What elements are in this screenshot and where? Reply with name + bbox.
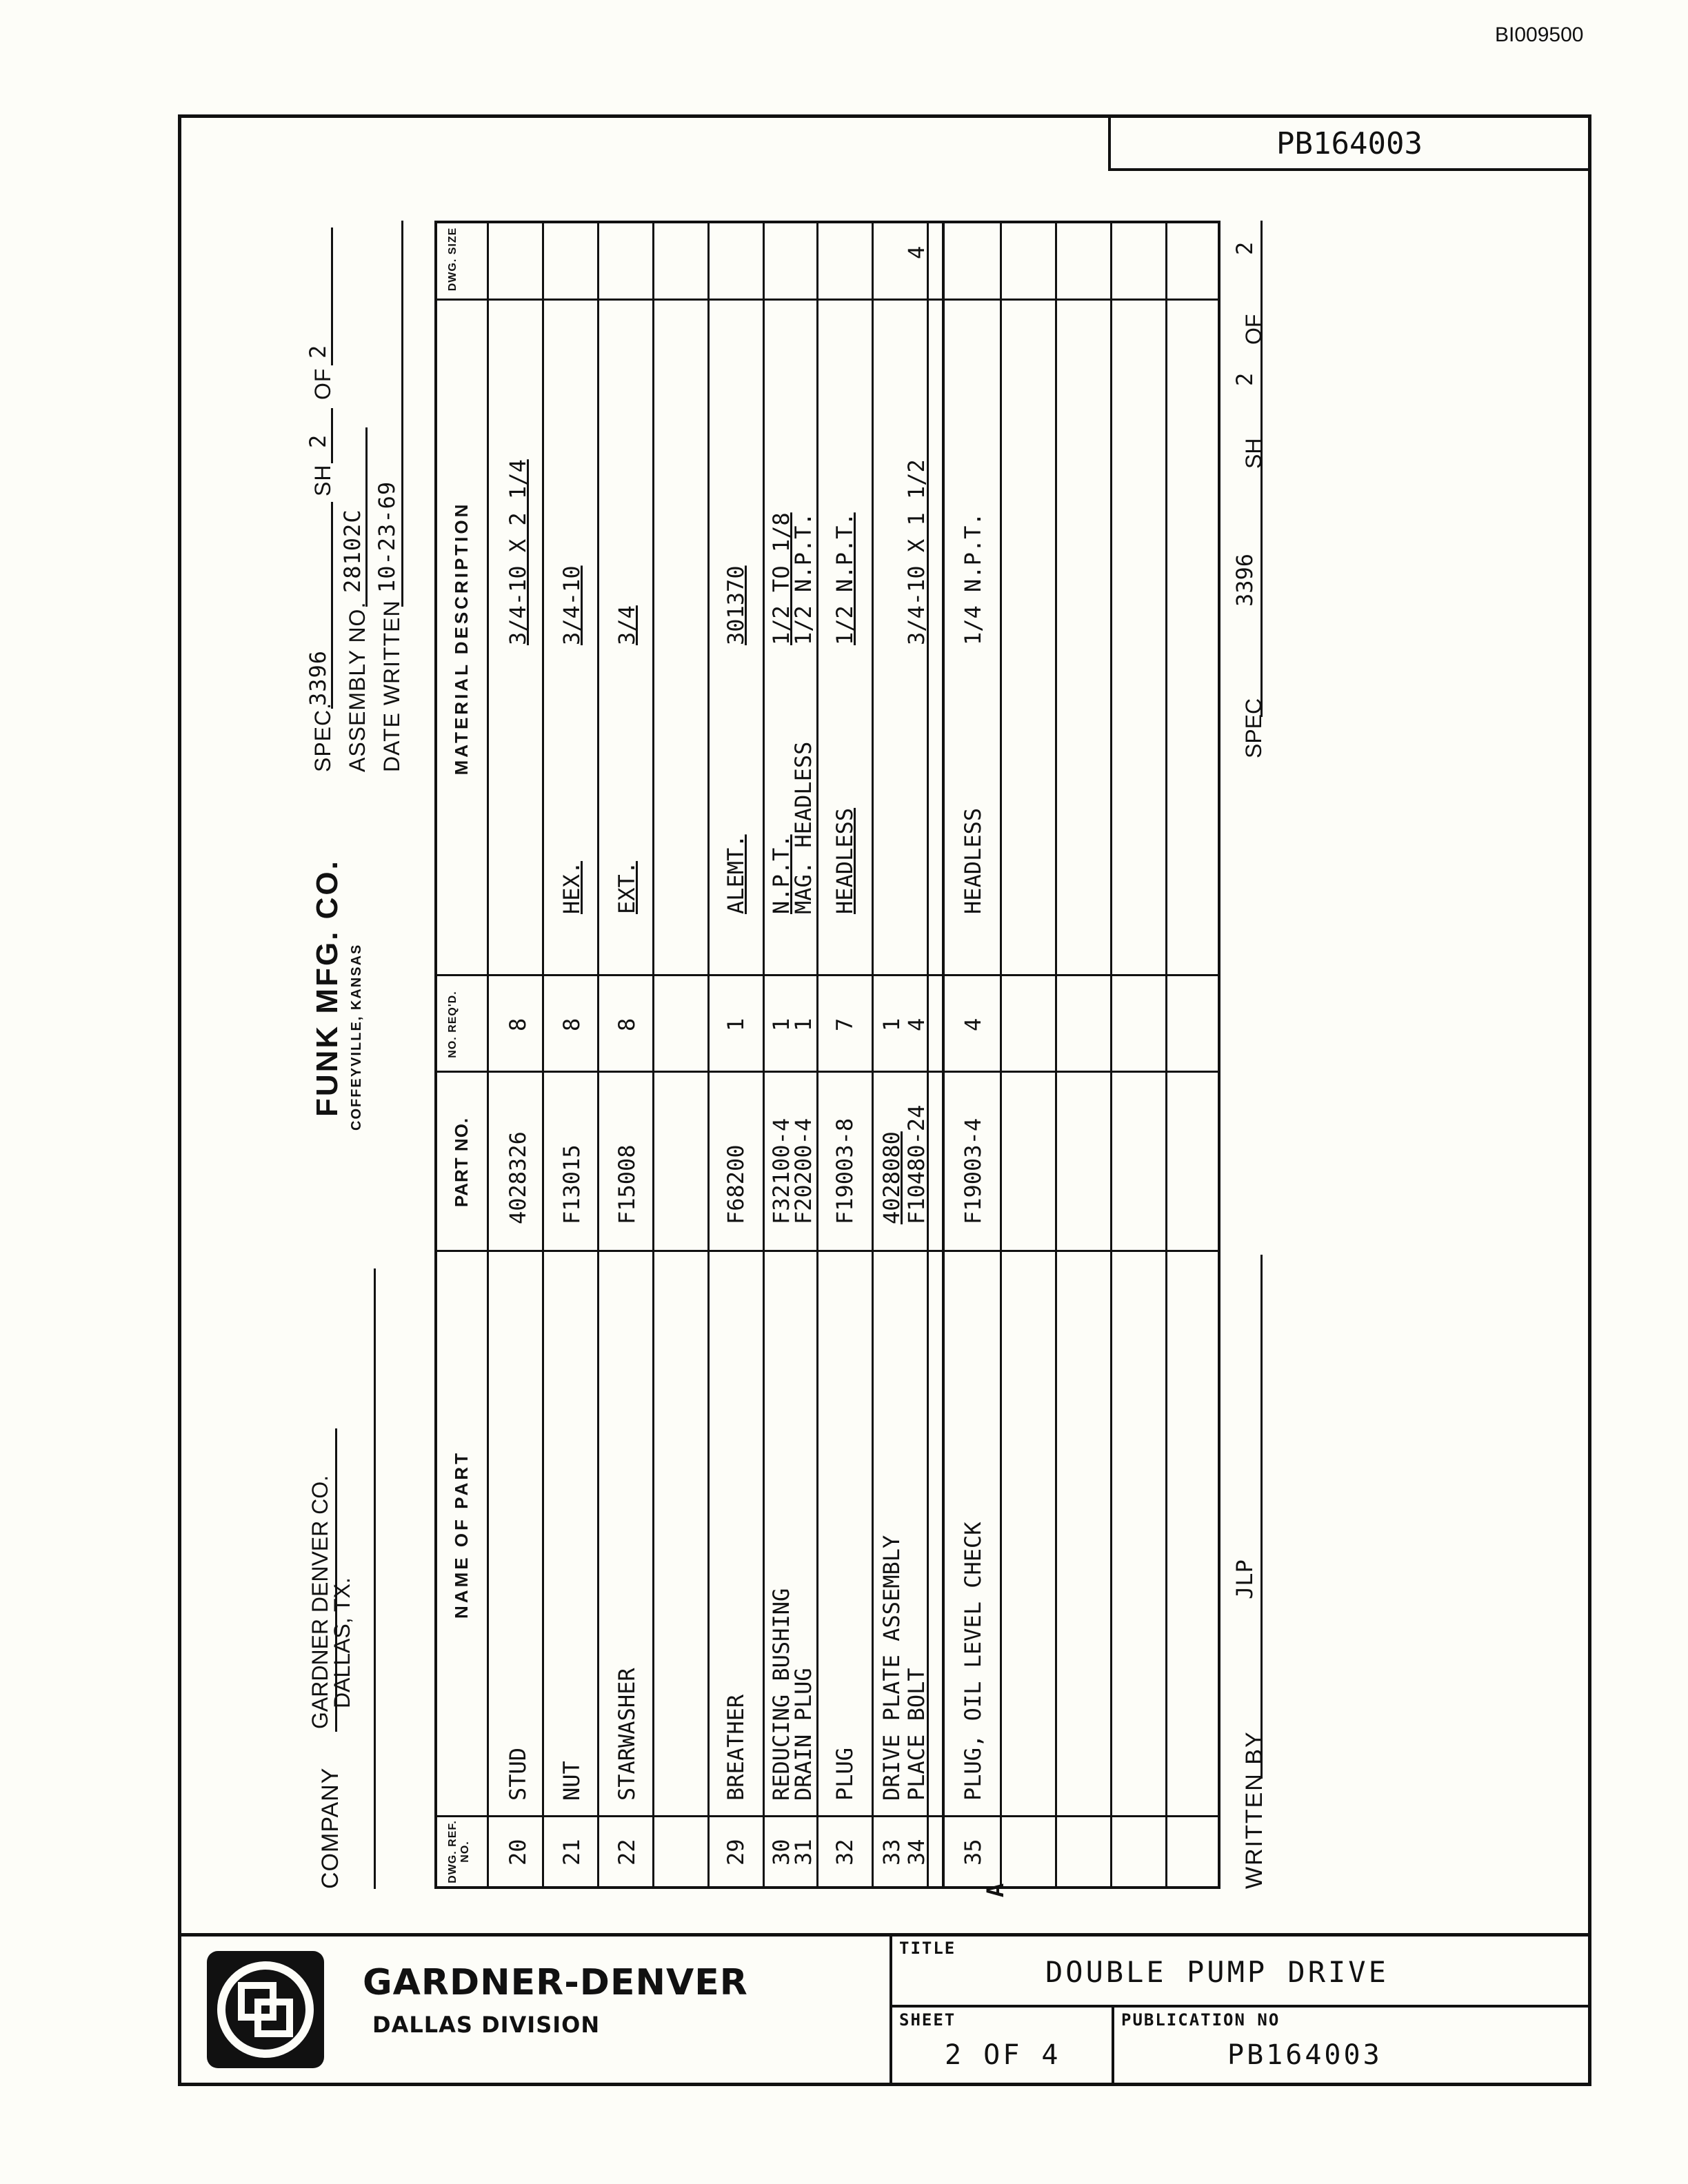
row-part: 4028326 bbox=[505, 1131, 531, 1224]
row-part: F19003-4 bbox=[960, 1118, 986, 1224]
row-mat1: HEADLESS bbox=[832, 807, 858, 914]
brand-name: GARDNER-DENVER bbox=[363, 1962, 748, 2003]
row-name: NUT bbox=[559, 1761, 585, 1801]
maker-name: FUNK MFG. CO. bbox=[310, 859, 344, 1117]
row-part: 4028080 bbox=[878, 1131, 905, 1224]
assembly-value: 28102C bbox=[339, 509, 365, 593]
publication-value: PB164003 bbox=[1227, 2039, 1383, 2071]
size-mark: 4 bbox=[903, 245, 930, 259]
row-mat2: 1/2 TO 1/8 bbox=[768, 512, 794, 645]
margin-mark: A bbox=[982, 1883, 1010, 1898]
row-req: 1 bbox=[768, 1018, 794, 1031]
row-mat1: N.P.T. bbox=[768, 834, 794, 914]
footer-spec-label: SPEC bbox=[1241, 698, 1266, 758]
assembly-label: ASSEMBLY NO. bbox=[345, 601, 370, 772]
parts-list-sheet bbox=[305, 193, 1358, 1889]
company-city: DALLAS, TX. bbox=[330, 1577, 354, 1708]
header-name: NAME OF PART bbox=[451, 1450, 472, 1619]
company-label: COMPANY bbox=[317, 1767, 343, 1889]
row-mat2: 3/4 bbox=[614, 605, 640, 645]
sheet-label: SHEET bbox=[899, 2010, 956, 2030]
footer-of-label: OF bbox=[1241, 314, 1266, 345]
row-name: STUD bbox=[505, 1747, 531, 1801]
parts-table bbox=[434, 221, 945, 1889]
row-mat1: MAG. HEADLESS bbox=[790, 741, 816, 914]
row-req: 1 bbox=[878, 1018, 905, 1031]
gardner-denver-logo-icon bbox=[207, 1951, 324, 2068]
header-req: NO. REQ'D. bbox=[447, 991, 459, 1058]
written-by-line bbox=[1260, 1255, 1263, 1779]
maker-city: COFFEYVILLE, KANSAS bbox=[349, 943, 364, 1131]
row-ref: 20 bbox=[505, 1839, 531, 1866]
row-mat2: 3/4-10 X 1 1/2 bbox=[903, 459, 930, 645]
row-mat1: ALEMT. bbox=[723, 834, 749, 914]
footer-of-value: 2 bbox=[1232, 241, 1258, 255]
row-req: 1 bbox=[790, 1018, 816, 1031]
row-mat2: 1/4 N.P.T. bbox=[960, 512, 986, 645]
row-ref: 29 bbox=[723, 1839, 749, 1866]
footer-sh-label: SH bbox=[1241, 438, 1266, 469]
row-name: DRIVE PLATE ASSEMBLY bbox=[878, 1535, 905, 1801]
sheet-value: 2 OF 4 bbox=[945, 2039, 1061, 2071]
row-ref: 21 bbox=[559, 1839, 585, 1866]
row-part: F32100-4 bbox=[768, 1118, 794, 1224]
header-ref: DWG. REF. NO. bbox=[447, 1820, 471, 1883]
written-by-label: WRITTEN BY bbox=[1241, 1730, 1267, 1889]
footer-line bbox=[1260, 221, 1263, 717]
date-value: 10-23-69 bbox=[374, 481, 400, 593]
row-part: F20200-4 bbox=[790, 1118, 816, 1224]
row-mat2: 3/4-10 bbox=[559, 565, 585, 645]
date-label: DATE WRITTEN bbox=[379, 600, 404, 772]
row-mat2: 1/2 N.P.T. bbox=[832, 512, 858, 645]
row-name: PLUG bbox=[832, 1747, 858, 1801]
row-ref: 33 bbox=[878, 1839, 905, 1866]
row-mat2: 3/4-10 X 2 1/4 bbox=[505, 459, 531, 645]
row-mat1: EXT. bbox=[614, 860, 640, 914]
spec-label: SPEC. bbox=[310, 702, 335, 772]
title-value: DOUBLE PUMP DRIVE bbox=[1045, 1955, 1389, 1989]
row-part: F10480-24 bbox=[903, 1104, 930, 1224]
spec-value: 3396 bbox=[305, 649, 331, 706]
sh-label: SH bbox=[310, 464, 335, 496]
of-label: OF bbox=[310, 367, 335, 400]
row-name: BREATHER bbox=[723, 1694, 749, 1801]
footer-sh-value: 2 bbox=[1232, 372, 1258, 386]
header-part: PART NO. bbox=[451, 1117, 472, 1208]
row-ref: 34 bbox=[903, 1839, 930, 1866]
document-id: BI009500 bbox=[1495, 23, 1584, 46]
publication-number-top: PB164003 bbox=[1276, 125, 1423, 161]
row-part: F19003-8 bbox=[832, 1118, 858, 1224]
row-mat2: 301370 bbox=[723, 565, 749, 645]
parts-table-extension bbox=[945, 221, 1220, 1889]
company-name: GARDNER DENVER CO. bbox=[308, 1475, 332, 1729]
row-mat2: 1/2 N.P.T. bbox=[790, 512, 816, 645]
row-ref: 30 bbox=[768, 1839, 794, 1866]
row-part: F68200 bbox=[723, 1144, 749, 1224]
row-req: 8 bbox=[614, 1018, 640, 1031]
row-req: 8 bbox=[505, 1018, 531, 1031]
row-mat1: HEADLESS bbox=[960, 807, 986, 914]
row-req: 8 bbox=[559, 1018, 585, 1031]
brand-division: DALLAS DIVISION bbox=[372, 2012, 601, 2038]
row-req: 4 bbox=[960, 1018, 986, 1031]
written-by-value: JLP bbox=[1232, 1559, 1258, 1599]
row-req: 1 bbox=[723, 1018, 749, 1031]
header-material: MATERIAL DESCRIPTION bbox=[451, 501, 472, 776]
footer-spec-value: 3396 bbox=[1232, 553, 1258, 607]
row-ref: 31 bbox=[790, 1839, 816, 1866]
title-label: TITLE bbox=[899, 1939, 956, 1958]
title-divider bbox=[890, 2005, 1591, 2008]
row-name: PLACE BOLT bbox=[903, 1668, 930, 1801]
row-mat1: HEX. bbox=[559, 860, 585, 914]
row-ref: 32 bbox=[832, 1839, 858, 1866]
spec-block bbox=[305, 221, 434, 772]
row-name: DRAIN PLUG bbox=[790, 1668, 816, 1801]
row-part: F13015 bbox=[559, 1144, 585, 1224]
title-divider bbox=[890, 1933, 892, 2086]
company-rule bbox=[374, 1268, 376, 1889]
row-name: STARWASHER bbox=[614, 1668, 640, 1801]
row-ref: 35 bbox=[960, 1839, 986, 1866]
row-name: PLUG, OIL LEVEL CHECK bbox=[960, 1521, 986, 1801]
row-req: 7 bbox=[832, 1018, 858, 1031]
title-divider bbox=[1112, 2005, 1114, 2086]
row-name: REDUCING BUSHING bbox=[768, 1588, 794, 1801]
sh-value: 2 bbox=[305, 434, 331, 448]
publication-label: PUBLICATION NO bbox=[1121, 2010, 1280, 2030]
row-ref: 22 bbox=[614, 1839, 640, 1866]
header-size: DWG. SIZE bbox=[447, 227, 459, 292]
row-req: 4 bbox=[903, 1018, 930, 1031]
of-value: 2 bbox=[305, 344, 331, 358]
row-part: F15008 bbox=[614, 1144, 640, 1224]
company-underline bbox=[335, 1428, 337, 1732]
